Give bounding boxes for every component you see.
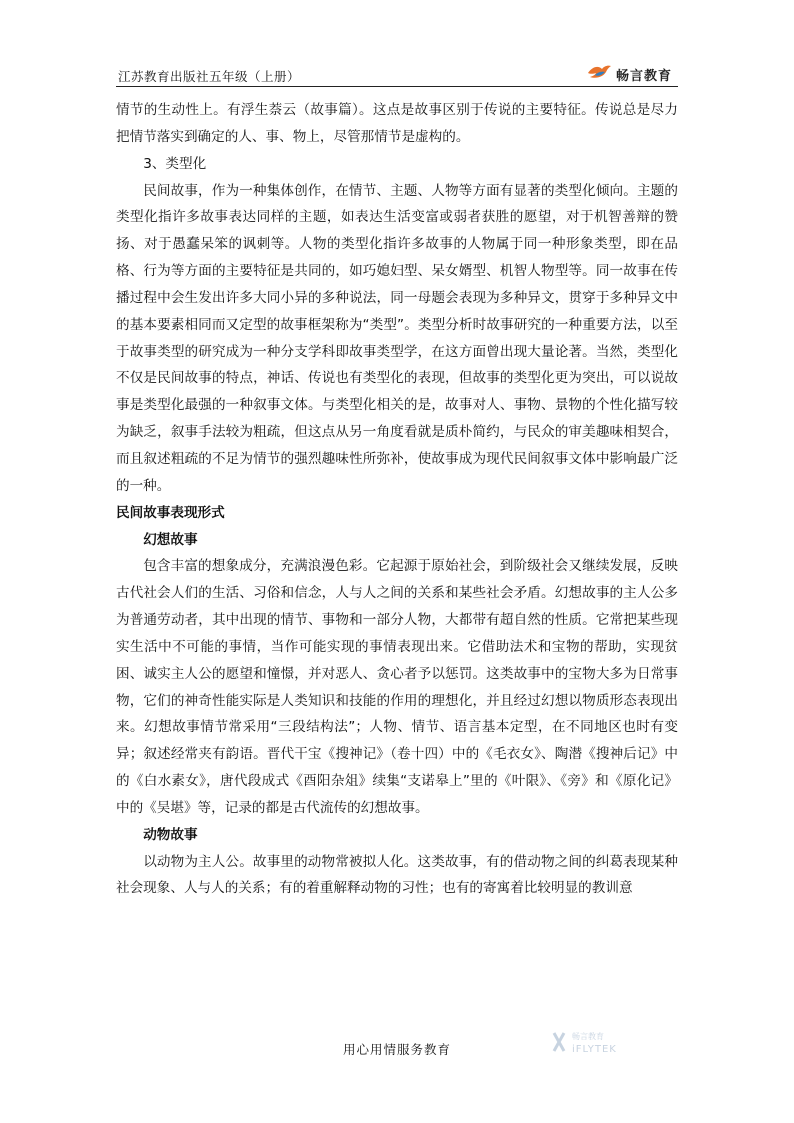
paragraph: 情节的生动性上。有浮生萘云（故事篇）。这点是故事区别于传说的主要特征。传说总是尽力把情节落实到确定的人、事、物上，尽管那情节是虚构的。 [116, 102, 678, 145]
watermark-text-cn: 畅言教育 [572, 1032, 604, 1041]
bird-logo-icon [586, 63, 612, 85]
watermark-text-en: iFLYTEK [572, 1044, 617, 1055]
paragraph: 包含丰富的想象成分，充满浪漫色彩。它起源于原始社会，到阶级社会又继续发展，反映古代社会人们的生活、习俗和信念，人与人之间的关系和某些社会矛盾。幻想故事的主人公多为普通劳动者，其中出现的情节、事物和一部分人物，大都带有超自然的性质。它常把某些现实生活中不可能的事情，当作可能实现的事情表现出来。它借助法术和宝物的帮助，实现贫困、诚实主人公的愿望和憧憬，并对恶人、贪心者予以惩罚。这类故事中的宝物大多为日常事物，它们的神奇性能实际是人类知识和技能的作用的理想化，并且经过幻想以物质形态表现出来。幻想故事情节常采用“三段结构法”；人物、情节、语言基本定型，在不同地区也时有变异；叙述经常夹有韵语。晋代干宝《搜神记》（卷十四）中的《毛衣女》、陶潜《搜神后记》中的《白水素女》，唐代段成式《酉阳杂俎》续集“支诺皋上”里的《叶限》、《旁》和《原化记》中的《吴堪》等，记录的都是古代流传的幻想故事。 [116, 558, 678, 816]
brand-name: 畅言教育 [615, 68, 672, 84]
list-heading: 3、类型化 [143, 155, 207, 172]
publisher-title: 江苏教育出版社五年级（上册） [118, 69, 301, 84]
brand-block [586, 64, 672, 84]
page-footer: 用心用情服务教育 [342, 1042, 451, 1057]
paragraph: 民间故事，作为一种集体创作，在情节、主题、人物等方面有显著的类型化倾向。主题的类型化指许多故事表达同样的主题，如表达生活变富或弱者获胜的愿望，对于机智善辩的赞扬、对于愚蠢呆笨的讽刺等。人物的类型化指许多故事的人物属于同一种形象类型，即在品格、行为等方面的主要特征是共同的，如巧媳妇型、呆女婿型、机智人物型等。同一故事在传播过程中会生发出许多大同小异的多种说法，同一母题会表现为多种异文，贯穿于多种异文中的基本要素相同而又定型的故事框架称为“类型”。类型分析时故事研究的一种重要方法，以至于故事类型的研究成为一种分支学科即故事类型学，在这方面曾出现大量论著。当然，类型化不仅是民间故事的特点，神话、传说也有类型化的表现，但故事的类型化更为突出，可以说故事是类型化最强的一种叙事文体。与类型化相关的是，故事对人、事物、景物的个性化描写较为缺乏，叙事手法较为粗疏，但这点从另一角度看就是质朴简约，与民众的审美趣味相契合，而且叙述粗疏的不足为情节的强烈趣味性所弥补，使故事成为现代民间叙事文体中影响最广泛的一种。 [116, 182, 678, 494]
page-header [116, 58, 678, 87]
section-heading: 民间故事表现形式 [116, 504, 225, 521]
document-body [116, 97, 678, 902]
subsection-heading: 动物故事 [143, 826, 198, 843]
subsection-heading: 幻想故事 [143, 531, 198, 548]
paragraph: 以动物为主人公。故事里的动物常被拟人化。这类故事，有的借动物之间的纠葛表现某种社会现象、人与人的关系；有的着重解释动物的习性；也有的寄寓着比较明显的教训意 [116, 853, 678, 897]
